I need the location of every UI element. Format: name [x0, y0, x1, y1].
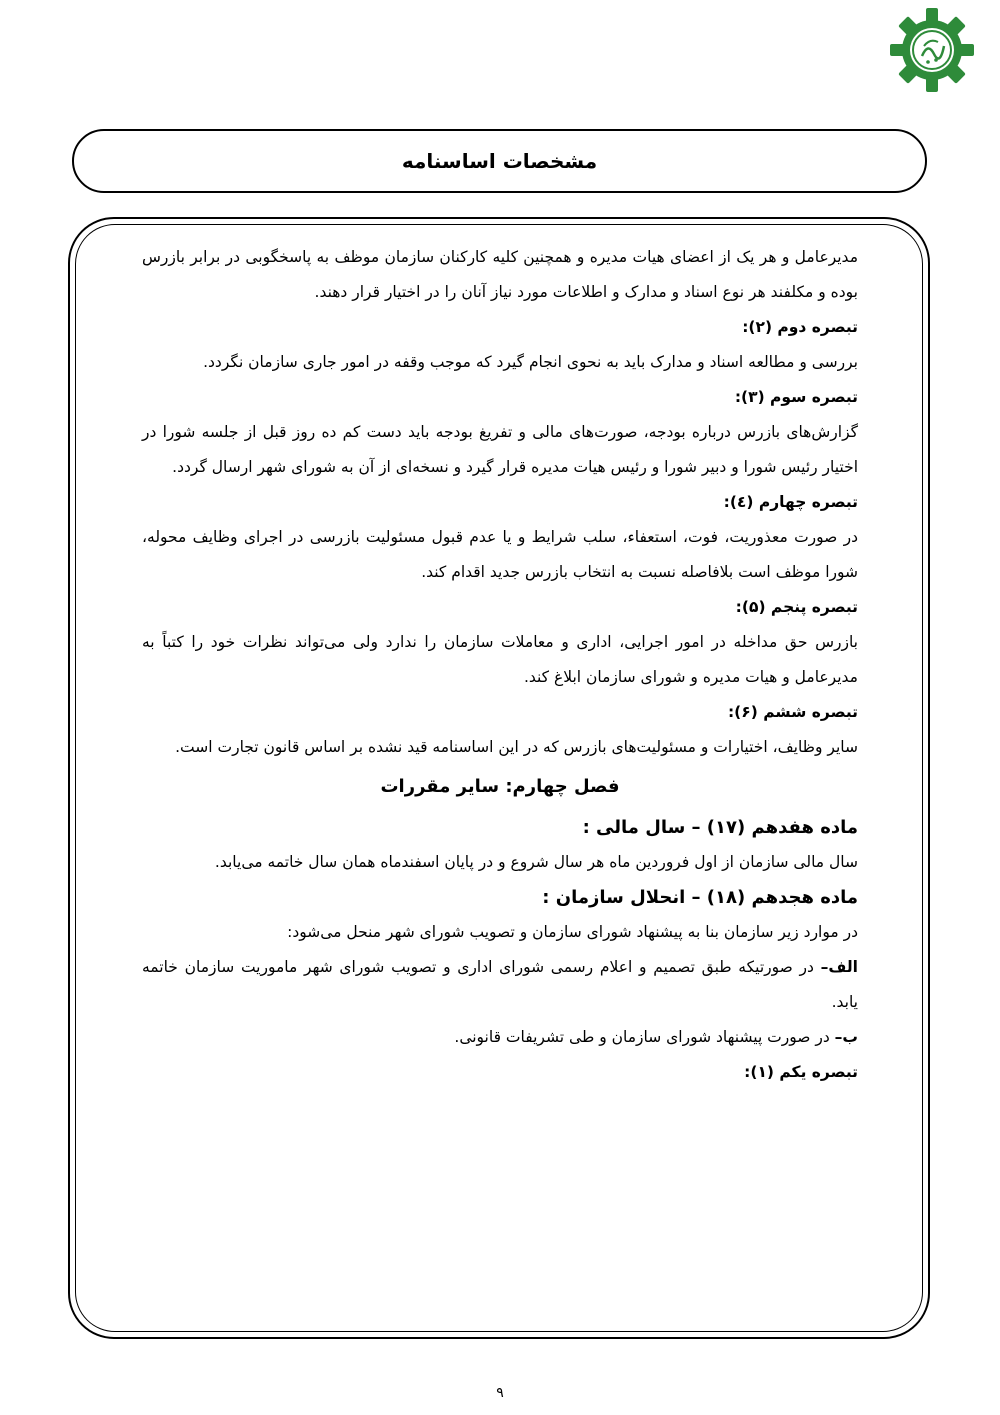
list-item-alef-text: در صورتیکه طبق تصمیم و اعلام رسمی شورای اداری و تصویب شورای شهر ماموریت سازمان خاتمه یابد.	[142, 958, 858, 1011]
article-18-title: ماده هجدهم (۱۸) – انحلال سازمان :	[542, 887, 858, 908]
tehran-municipality-logo-icon	[884, 2, 980, 98]
note-2-text: بررسی و مطالعه اسناد و مدارک باید به نحوی انجام گیرد که موجب وقفه در امور جاری سازمان نگردد.	[203, 353, 858, 371]
note-3-text: گزارش‌های بازرس درباره بودجه، صورت‌های مالی و تفریغ بودجه باید دست کم ده روز قبل از جلسه شورا در اختیار رئیس شورا و دبیر شورا و رئیس هیات مدیره قرار گیرد و نسخه‌ای از آن به شورای شهر ارسال گردد.	[142, 423, 858, 476]
document-body	[142, 240, 858, 1090]
note-4-text: در صورت معذوریت، فوت، استعفاء، سلب شرایط و یا عدم قبول مسئولیت بازرسی در اجرای وظایف محوله، شورا موظف است بلافاصله نسبت به انتخاب بازرس جدید اقدام کند.	[142, 528, 858, 581]
list-item-be-label: ب–	[834, 1028, 858, 1046]
list-item-be	[142, 1020, 858, 1055]
title-box	[72, 129, 927, 193]
note-5-title: تبصره پنجم (۵):	[735, 598, 858, 616]
page-number: ۹	[496, 1385, 504, 1401]
list-item-alef	[142, 950, 858, 1020]
article-17-title: ماده هفدهم (۱۷) – سال مالی :	[582, 817, 858, 838]
note-6-title: تبصره ششم (۶):	[727, 703, 858, 721]
note-1-title: تبصره یکم (۱):	[744, 1063, 858, 1081]
note-3-title: تبصره سوم (۳):	[734, 388, 858, 406]
list-item-alef-label: الف–	[820, 958, 858, 976]
note-5-text: بازرس حق مداخله در امور اجرایی، اداری و معاملات سازمان را ندارد ولی می‌تواند نظرات خود را کتباً به مدیرعامل و هیات مدیره و شورای سازمان ابلاغ کند.	[142, 633, 858, 686]
page-title: مشخصات اساسنامه	[401, 149, 598, 173]
list-item-be-text: در صورت پیشنهاد شورای سازمان و طی تشریفات قانونی.	[454, 1028, 835, 1046]
chapter-4-heading: فصل چهارم: سایر مقررات	[380, 776, 620, 797]
note-2-title: تبصره دوم (۲):	[742, 318, 858, 336]
note-4-title: تبصره چهارم (٤):	[723, 493, 858, 511]
article-18-intro: در موارد زیر سازمان بنا به پیشنهاد شورای سازمان و تصویب شورای شهر منحل می‌شود:	[287, 923, 858, 941]
article-17-text: سال مالی سازمان از اول فروردین ماه هر سال شروع و در پایان اسفندماه همان سال خاتمه می‌یابد.	[214, 853, 858, 871]
paragraph-inspector-duties: مدیرعامل و هر یک از اعضای هیات مدیره و همچنین کلیه کارکنان سازمان موظف به پاسخگوبی در برابر بازرس بوده و مکلفند هر نوع اسناد و مدارک و اطلاعات مورد نیاز آنان را در اختیار قرار دهند.	[142, 248, 858, 301]
note-6-text: سایر وظایف، اختیارات و مسئولیت‌های بازرس که در این اساسنامه قید نشده بر اساس قانون تجارت است.	[175, 738, 858, 756]
